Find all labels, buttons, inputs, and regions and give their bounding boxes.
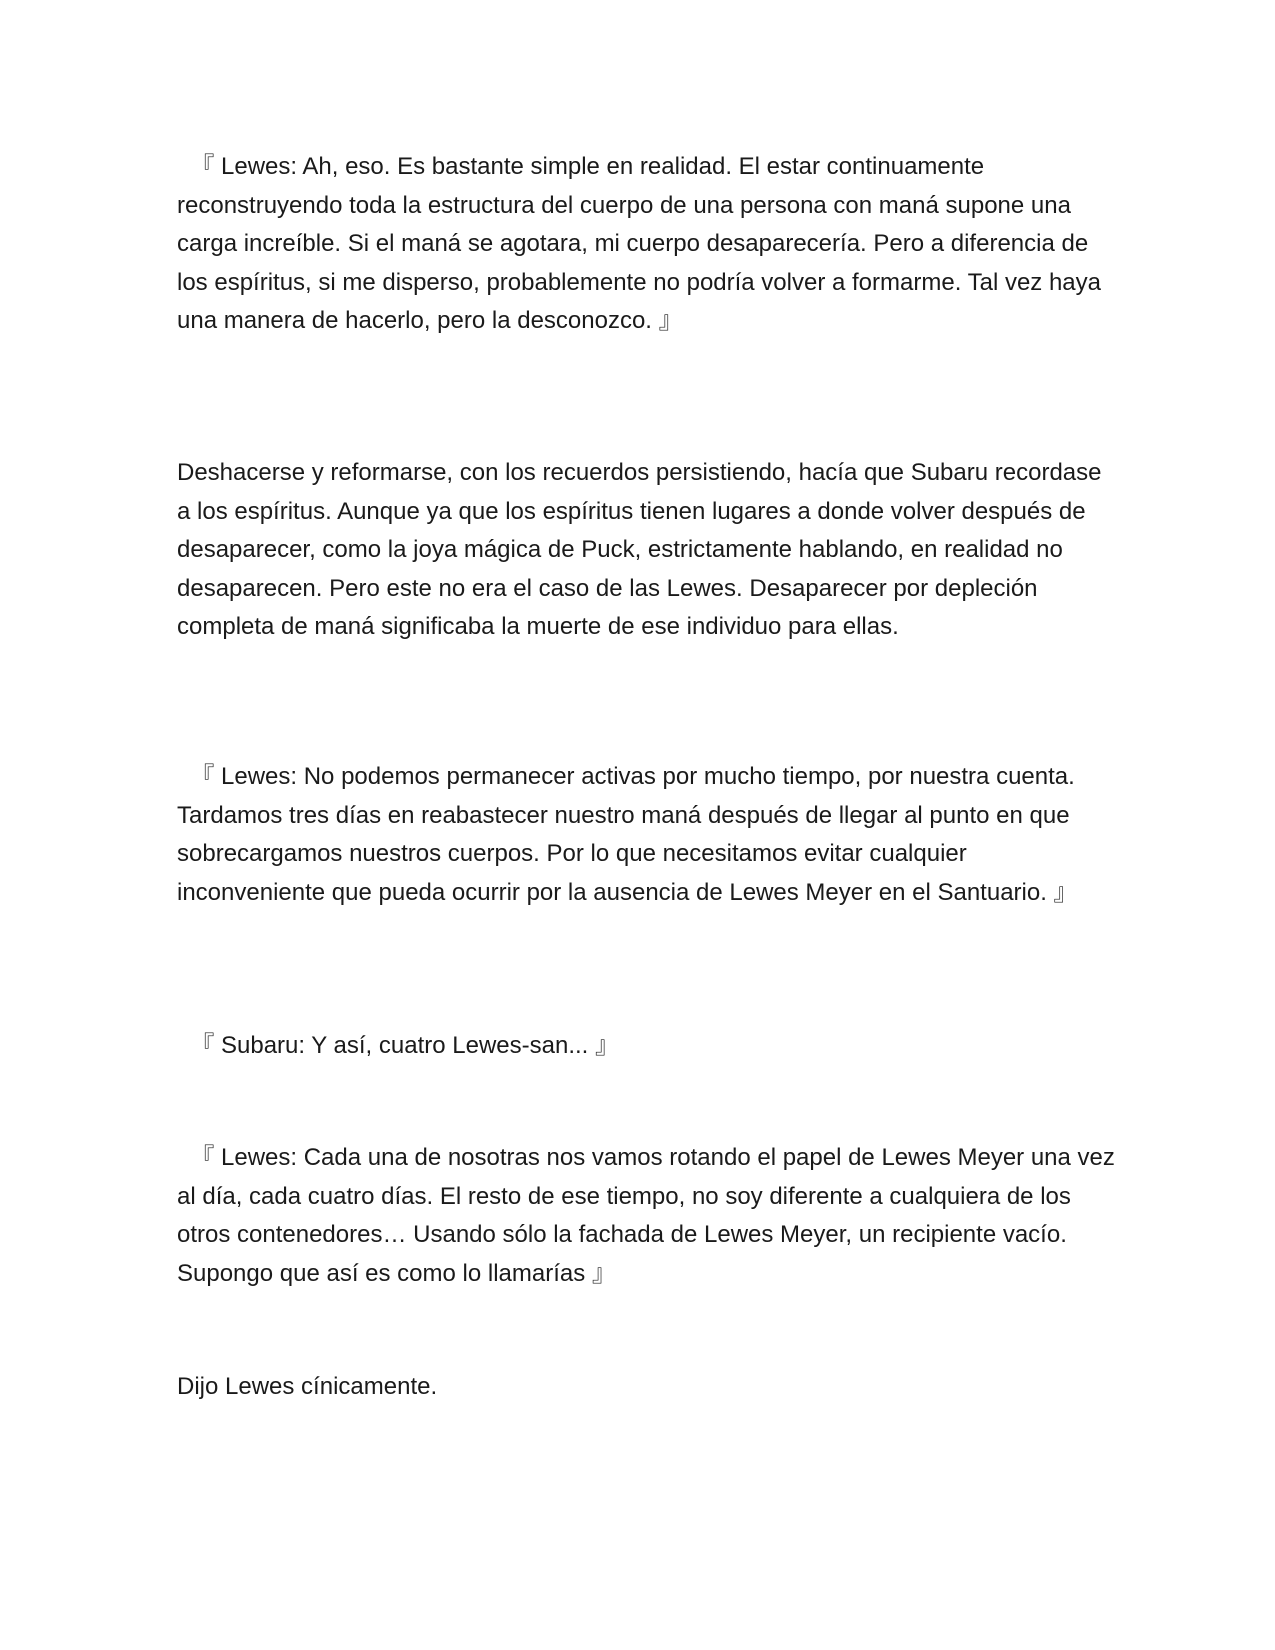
dialogue-paragraph-lewes-2: 『 Lewes: No podemos permanecer activas por mucho tiempo, por nuestra cuenta. Tardamos tres días en reabastecer nuestro maná después de llegar al punto en que sobrecargamos nuestros cuerpos. Por lo que necesitamos evitar cualquier inconveniente que pueda ocurrir por la ausencia de Lewes Meyer en el Santuario. 』 [177,763,1082,906]
dialogue-paragraph-lewes-3: 『 Lewes: Cada una de nosotras nos vamos rotando el papel de Lewes Meyer una vez al día, cada cuatro días. El resto de ese tiempo, no soy diferente a cualquiera de los otros contenedores… Usando sólo la fachada de Lewes Meyer, un recipiente vacío. Supongo que así es como lo llamarías 』 [177,1144,1122,1287]
dialogue-paragraph-subaru: 『 Subaru: Y así, cuatro Lewes-san... 』 [177,1032,620,1059]
narration-paragraph-2: Dijo Lewes cínicamente. [177,1373,438,1400]
dialogue-paragraph-lewes-1: 『 Lewes: Ah, eso. Es bastante simple en realidad. El estar continuamente reconstruyendo toda la estructura del cuerpo de una persona con maná supone una carga increíble. Si el maná se agotara, mi cuerpo desaparecería. Pero a diferencia de los espíritus, si me disperso, probablemente no podría volver a formarme. Tal vez haya una manera de hacerlo, pero la desconozco. 』 [177,153,1108,334]
narration-paragraph-1: Deshacerse y reformarse, con los recuerdos persistiendo, hacía que Subaru recordase a los espíritus. Aunque ya que los espíritus tienen lugares a donde volver después de desaparecer, como la joya mágica de Puck, estrictamente hablando, en realidad no desaparecen. Pero este no era el caso de las Lewes. Desaparecer por depleción completa de maná significaba la muerte de ese individuo para ellas. [177,459,1109,640]
